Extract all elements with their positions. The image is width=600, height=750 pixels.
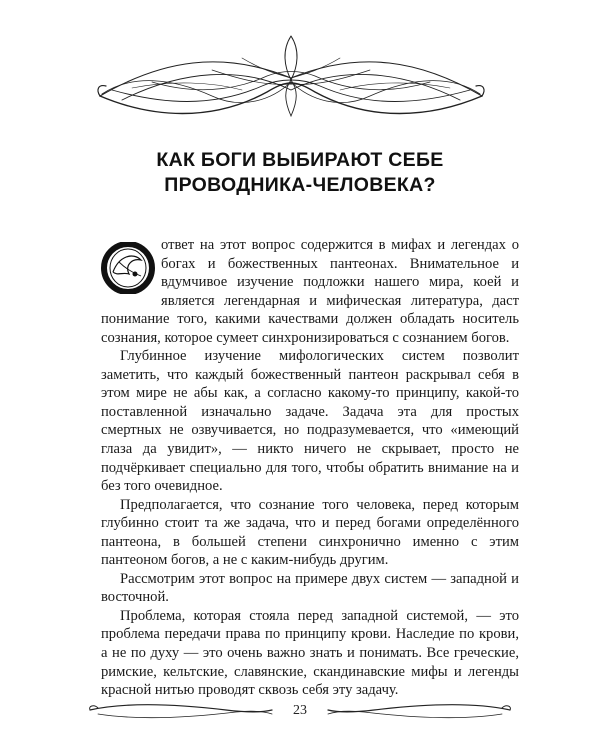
- paragraph-1: ответ на этот вопрос содержится в мифах и легендах о богах и божественных пантеонах. Внимательное и вдумчивое изучение подложки нашего мира, коей и является легендарная и мифическая литература, даст понимание того, какими качествами должен обладать носитель сознания, которое сумеет синхронизироваться с сознанием богов.: [101, 237, 519, 346]
- paragraph-5: Проблема, которая стояла перед западной системой, — это проблема передачи права по принципу крови. Наследие по крови, а не по духу — это очень важно знать и понимать. Все греческие, римские, кельтские, славянские, скандинавские мифы и легенды красной нитью проводят сквозь себя эту задачу.: [101, 607, 519, 699]
- body-text: [101, 236, 519, 700]
- chapter-title: [90, 148, 510, 198]
- chapter-title-line-1: КАК БОГИ ВЫБИРАЮТ СЕБЕ: [156, 149, 444, 171]
- top-ornament-icon: [92, 30, 490, 124]
- drop-cap-letter-o-icon: [101, 242, 155, 294]
- paragraph-2: Глубинное изучение мифологических систем позволит заметить, что каждый божественный пантеон раскрывал себя в этом мире не абы как, а согласно какому-то принципу, какой-то поставленной изначально задаче. Задача эта для простых смертных не озвучивается, но подразумевается, что «имеющий глаза да увидит», — никто ничего не скрывает, просто не подчёркивает специально для того, чтобы обратить внимание на и без того очевидное.: [101, 348, 519, 495]
- paragraph-3: Предполагается, что сознание того человека, перед которым глубинно стоит та же задача, что и перед богами определённого пантеона, в большей степени синхронично именно с этим пантеоном богов, а не с каким-нибудь другим.: [101, 496, 519, 569]
- page-number: 23: [293, 703, 307, 718]
- paragraph-4: Рассмотрим этот вопрос на примере двух систем — западной и восточной.: [101, 570, 519, 606]
- chapter-title-line-2: ПРОВОДНИКА-ЧЕЛОВЕКА?: [164, 174, 436, 196]
